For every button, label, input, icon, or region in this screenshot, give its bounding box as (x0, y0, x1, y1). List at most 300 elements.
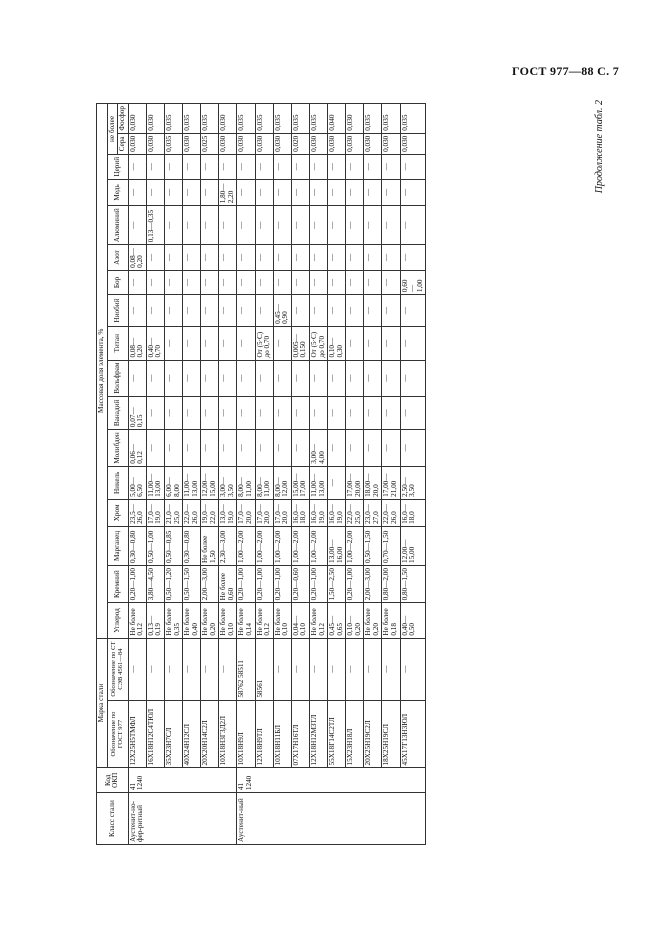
table-cell: — (219, 638, 237, 700)
table-cell: 10Х18Н3Г3Д2Л (219, 700, 237, 768)
table-cell: — (201, 430, 219, 467)
table-cell: 0,030 (346, 104, 364, 134)
table-continuation-caption: Продолжение табл. 2 (594, 100, 605, 194)
table-row (219, 104, 237, 845)
table-cell: — (164, 326, 182, 360)
table-row (273, 104, 291, 845)
table-cell: — (237, 245, 255, 271)
table-cell: — (164, 396, 182, 429)
table-cell: 58762 58511 (237, 638, 255, 700)
table-cell: 10Х18Н11БЛ (273, 700, 291, 768)
table-cell: — (400, 396, 426, 429)
table-cell: 0,030 (255, 133, 273, 154)
rotated-table-container (96, 103, 586, 845)
table-cell: — (219, 396, 237, 429)
table-cell: 0,50—1,50 (364, 526, 382, 565)
table-cell: — (364, 326, 382, 360)
table-cell: — (273, 638, 291, 700)
table-row (400, 104, 426, 845)
table-cell: — (219, 206, 237, 245)
table-cell: 07Х17Н16ТЛ (291, 700, 309, 768)
table-cell: 8,00—11,00 (255, 466, 273, 499)
col-element: Ванадий (107, 396, 128, 429)
table-cell: — (382, 179, 400, 206)
table-row (164, 104, 182, 845)
table-cell: — (273, 206, 291, 245)
table-cell: — (183, 396, 201, 429)
table-cell: — (328, 245, 346, 271)
table-cell: 1,00—2,00 (237, 526, 255, 565)
table-row (237, 104, 255, 845)
okp-code-cell: 41 1240 (237, 768, 426, 793)
table-cell: 1,00—2,00 (291, 526, 309, 565)
table-cell: — (237, 430, 255, 467)
composition-table (96, 103, 426, 845)
table-cell: 0,035 (164, 104, 182, 134)
table-cell: — (382, 326, 400, 360)
table-cell: Не более 0,20 (364, 603, 382, 638)
col-element: Ниобий (107, 295, 128, 327)
table-cell: — (346, 638, 364, 700)
okp-code-cell: 41 1240 (128, 768, 237, 793)
table-cell: — (201, 179, 219, 206)
table-cell: — (346, 326, 364, 360)
table-cell: 0,08—0,20 (128, 245, 146, 271)
table-cell: — (255, 295, 273, 327)
table-cell: — (382, 360, 400, 396)
table-cell: — (273, 270, 291, 294)
table-cell: Не более 0,10 (219, 603, 237, 638)
table-cell: 0,030 (219, 133, 237, 154)
table-cell: — (201, 638, 219, 700)
table-cell: — (146, 430, 164, 467)
table-cell: 0,035 (273, 104, 291, 134)
col-element: Титан (107, 326, 128, 360)
table-cell: — (237, 360, 255, 396)
table-cell: 0,20—1,00 (346, 565, 364, 602)
table-cell: — (237, 295, 255, 327)
table-cell: 10Х18Н9Л (237, 700, 255, 768)
table-cell: — (183, 360, 201, 396)
table-cell: 0,030 (146, 133, 164, 154)
table-cell: — (400, 360, 426, 396)
table-cell: 3,00—4,00 (309, 430, 327, 467)
table-cell: 20Х25Н19С2Л (364, 700, 382, 768)
table-cell: — (328, 638, 346, 700)
table-cell: — (382, 245, 400, 271)
table-cell: — (328, 360, 346, 396)
table-cell: — (273, 326, 291, 360)
table-cell: 22,0—25,0 (346, 499, 364, 526)
table-cell: — (183, 295, 201, 327)
table-cell: — (219, 295, 237, 327)
table-cell: 0,035 (291, 104, 309, 134)
table-cell: 0,030 (128, 133, 146, 154)
col-element: Сера (118, 133, 129, 154)
table-cell: 0,13—0,35 (146, 206, 164, 245)
table-cell: Не более 0,60 (219, 565, 237, 602)
table-cell: 12Х25Н5ТМФЛ (128, 700, 146, 768)
table-cell: — (255, 270, 273, 294)
table-cell: — (128, 154, 146, 179)
table-cell: — (183, 638, 201, 700)
table-cell: 0,50—1,20 (164, 565, 182, 602)
table-cell: — (183, 326, 201, 360)
table-cell: — (219, 326, 237, 360)
table-cell: 16,0—19,0 (328, 499, 346, 526)
table-row (183, 104, 201, 845)
table-cell: От (5·С) до 0,70 (255, 326, 273, 360)
table-cell: От (5·С) до 0,70 (309, 326, 327, 360)
table-cell: 16,0—19,0 (309, 499, 327, 526)
table-cell: 0,035 (382, 104, 400, 134)
table-cell: — (382, 295, 400, 327)
col-element: Марганец (107, 526, 128, 565)
table-cell: — (219, 154, 237, 179)
table-cell: — (328, 396, 346, 429)
table-cell: — (291, 179, 309, 206)
table-row (346, 104, 364, 845)
table-cell: 0,20—1,00 (309, 565, 327, 602)
table-cell: — (346, 270, 364, 294)
table-cell: 0,10—0,30 (328, 326, 346, 360)
table-cell: — (309, 154, 327, 179)
table-cell: — (328, 466, 346, 499)
table-cell: — (382, 396, 400, 429)
table-cell: Не более 0,12 (128, 603, 146, 638)
table-cell: — (255, 245, 273, 271)
table-cell: — (237, 326, 255, 360)
table-cell: — (328, 206, 346, 245)
table-cell: 0,040 (328, 104, 346, 134)
table-cell: 0,035 (364, 104, 382, 134)
table-cell: — (128, 360, 146, 396)
table-cell: — (183, 154, 201, 179)
table-cell: 0,035 (309, 104, 327, 134)
table-cell: — (146, 245, 164, 271)
table-cell: 3,00—3,50 (219, 466, 237, 499)
table-cell: 0,035 (183, 104, 201, 134)
table-cell: 11,00—13,00 (183, 466, 201, 499)
table-cell: — (400, 295, 426, 327)
table-cell: — (291, 154, 309, 179)
table-cell: — (328, 270, 346, 294)
table-cell: 0,020 (291, 133, 309, 154)
table-cell: 16,0—18,0 (291, 499, 309, 526)
table-cell: — (164, 179, 182, 206)
table-cell: 0,45—0,65 (328, 603, 346, 638)
steel-class-cell: Аустенит-но-фер-ритный (128, 793, 237, 845)
table-cell: 0,035 (255, 104, 273, 134)
table-cell: — (291, 270, 309, 294)
table-cell: — (146, 179, 164, 206)
col-marks: Марка стали (97, 638, 108, 768)
table-cell: — (146, 154, 164, 179)
table-cell: 2,00—3,00 (364, 565, 382, 602)
table-cell: 18,00—20,0 (364, 466, 382, 499)
col-element: Церий (107, 154, 128, 179)
table-cell: — (400, 179, 426, 206)
table-row (128, 104, 146, 845)
table-cell: 0,025 (201, 133, 219, 154)
table-cell: — (219, 430, 237, 467)
table-cell: 13,0—19,0 (219, 499, 237, 526)
col-mass-fraction: Массовая доля элемента, % (97, 104, 108, 639)
table-cell: — (128, 270, 146, 294)
col-element: Алюминий (107, 206, 128, 245)
table-cell: — (346, 360, 364, 396)
table-cell: — (255, 360, 273, 396)
table-cell: — (128, 206, 146, 245)
table-cell: — (164, 206, 182, 245)
table-cell: — (291, 206, 309, 245)
table-cell: 0,030 (382, 133, 400, 154)
table-cell: — (291, 638, 309, 700)
table-cell: — (364, 295, 382, 327)
table-cell: 2,00—3,00 (201, 565, 219, 602)
table-cell: 16Х18Н12С4ТЮЛ (146, 700, 164, 768)
table-cell: — (382, 638, 400, 700)
table-cell: — (237, 154, 255, 179)
table-cell: 0,20—1,00 (237, 565, 255, 602)
table-cell: — (328, 179, 346, 206)
table-cell: — (291, 430, 309, 467)
table-cell: — (364, 638, 382, 700)
table-cell: — (346, 396, 364, 429)
table-cell: — (255, 154, 273, 179)
table-cell: — (273, 430, 291, 467)
table-row (255, 104, 273, 845)
table-cell: Не более 0,12 (309, 603, 327, 638)
col-element: Углерод (107, 603, 128, 638)
col-not-more: не более (107, 104, 118, 155)
col-element: Молибден (107, 430, 128, 467)
table-cell: — (328, 154, 346, 179)
table-cell: 0,035 (400, 104, 426, 134)
table-cell: — (273, 154, 291, 179)
table-cell: — (255, 206, 273, 245)
table-cell: — (400, 154, 426, 179)
table-cell: — (291, 396, 309, 429)
table-cell: — (382, 206, 400, 245)
table-cell: — (309, 270, 327, 294)
table-cell: 12,00—15,00 (400, 526, 426, 565)
table-cell: Не более 0,20 (201, 603, 219, 638)
table-cell: — (309, 396, 327, 429)
table-cell: — (183, 206, 201, 245)
table-cell: 1,00—2,00 (255, 526, 273, 565)
table-cell: — (346, 295, 364, 327)
table-cell: — (364, 179, 382, 206)
table-cell: 17,0—20,0 (237, 499, 255, 526)
table-cell: — (237, 179, 255, 206)
table-cell: 0,13—0,19 (146, 603, 164, 638)
table-cell: — (201, 245, 219, 271)
table-cell: 0,030 (309, 133, 327, 154)
table-cell: — (291, 295, 309, 327)
table-cell: 0,50—1,50 (183, 565, 201, 602)
table-cell: Не более 0,40 (183, 603, 201, 638)
table-cell: 45Х17Г13Н3ЮЛ (400, 700, 426, 768)
col-class: Класс стали (97, 793, 129, 845)
table-cell: 0,030 (364, 133, 382, 154)
table-cell: — (309, 206, 327, 245)
table-cell: 19,0—22,0 (201, 499, 219, 526)
table-cell: 17,00—21,00 (382, 466, 400, 499)
table-cell: — (183, 270, 201, 294)
table-cell: — (364, 430, 382, 467)
table-cell: 0,40—0,70 (146, 326, 164, 360)
table-cell: 0,030 (328, 133, 346, 154)
table-cell: — (128, 295, 146, 327)
table-cell: — (309, 245, 327, 271)
table-cell: 0,030 (237, 133, 255, 154)
table-cell: — (164, 360, 182, 396)
col-gost: Обозначение по ГОСТ 977 (107, 700, 128, 768)
table-cell: — (201, 396, 219, 429)
table-row (382, 104, 400, 845)
table-cell: 11,00—13,00 (309, 466, 327, 499)
table-cell: 0,80—2,00 (382, 565, 400, 602)
table-cell: 12Х18Н12М3ТЛ (309, 700, 327, 768)
table-cell: 0,10—0,20 (346, 603, 364, 638)
table-cell: 0,20—1,00 (128, 565, 146, 602)
table-cell: — (164, 245, 182, 271)
table-cell: — (237, 396, 255, 429)
table-cell: 0,035 (164, 133, 182, 154)
table-cell: 0,80—1,50 (400, 565, 426, 602)
table-cell: 1,00—2,00 (309, 526, 327, 565)
table-row (146, 104, 164, 845)
table-cell: 0,030 (219, 104, 237, 134)
col-element: Азот (107, 245, 128, 271)
table-cell: 35Х23Н7СЛ (164, 700, 182, 768)
table-cell: 0,08—0,20 (128, 326, 146, 360)
col-element: Фосфор (118, 104, 129, 134)
table-cell: — (146, 360, 164, 396)
table-cell: 3,80—4,50 (146, 565, 164, 602)
table-cell: — (146, 396, 164, 429)
table-cell: 0,030 (400, 133, 426, 154)
table-cell: 20Х20Н14С2Л (201, 700, 219, 768)
table-cell: 0,20—1,00 (273, 565, 291, 602)
table-cell: 15,00—17,00 (291, 466, 309, 499)
table-cell: — (328, 430, 346, 467)
table-cell: — (164, 638, 182, 700)
table-cell: — (128, 638, 146, 700)
col-element: Вольфрам (107, 360, 128, 396)
table-cell: 0,005—0,150 (291, 326, 309, 360)
table-cell: — (291, 360, 309, 396)
table-cell: 17,0—19,0 (146, 499, 164, 526)
table-cell: 0,20—1,00 (255, 565, 273, 602)
table-cell: 0,030 (273, 133, 291, 154)
table-cell: 0,07—0,15 (128, 396, 146, 429)
table-cell: — (255, 179, 273, 206)
table-cell: — (146, 638, 164, 700)
table-cell: 1,80—2,20 (219, 179, 237, 206)
table-cell: 40Х24Н12СЛ (183, 700, 201, 768)
table-cell: 0,030 (146, 104, 164, 134)
table-cell: — (201, 360, 219, 396)
table-cell: — (346, 154, 364, 179)
table-cell: — (364, 270, 382, 294)
table-cell: — (164, 270, 182, 294)
table-cell: 2,50—3,50 (400, 466, 426, 499)
table-cell: 0,06—0,12 (128, 430, 146, 467)
table-cell: — (346, 179, 364, 206)
table-cell: 11,00—13,00 (146, 466, 164, 499)
table-cell: — (255, 396, 273, 429)
table-cell: 0,70—1,50 (382, 526, 400, 565)
table-cell: 22,0—26,0 (382, 499, 400, 526)
table-cell: — (364, 245, 382, 271)
table-cell: — (382, 270, 400, 294)
table-cell: 0,035 (237, 104, 255, 134)
table-row (309, 104, 327, 845)
table-cell: 13,00—16,00 (328, 526, 346, 565)
table-cell: — (146, 295, 164, 327)
table-cell: — (201, 326, 219, 360)
table-cell: Не более 1,50 (201, 526, 219, 565)
table-cell: 12Х18Н9ТЛ (255, 700, 273, 768)
table-cell: 1,00—2,00 (273, 526, 291, 565)
table-cell: — (400, 206, 426, 245)
table-row (291, 104, 309, 845)
table-cell: 0,45—0,90 (273, 295, 291, 327)
table-cell: — (164, 154, 182, 179)
table-cell: 5,00—6,50 (128, 466, 146, 499)
table-row (328, 104, 346, 845)
table-cell: 21,0—25,0 (164, 499, 182, 526)
col-element: Хром (107, 499, 128, 526)
table-cell: 8,00—12,00 (273, 466, 291, 499)
table-cell: 0,030 (128, 104, 146, 134)
table-cell: 1,00—2,00 (346, 526, 364, 565)
table-cell: 17,00—20,00 (346, 466, 364, 499)
table-cell: — (309, 638, 327, 700)
table-cell: 23,0—27,0 (364, 499, 382, 526)
table-cell: Не более 0,12 (255, 603, 273, 638)
table-cell: 0,60—1,00 (400, 270, 426, 294)
table-cell: 17,0—20,0 (255, 499, 273, 526)
table-cell: — (201, 206, 219, 245)
table-cell: — (400, 245, 426, 271)
table-cell: 0,20—0,60 (291, 565, 309, 602)
table-cell: — (346, 430, 364, 467)
col-element: Никель (107, 466, 128, 499)
page-header: ГОСТ 977—88 С. 7 (512, 64, 619, 78)
col-element: Кремний (107, 565, 128, 602)
table-cell: 22,0—26,0 (183, 499, 201, 526)
table-cell: — (219, 245, 237, 271)
table-cell: 58561 (255, 638, 273, 700)
table-cell: — (128, 179, 146, 206)
table-cell: — (364, 154, 382, 179)
table-cell: 0,030 (346, 133, 364, 154)
table-cell: 16,0—18,0 (400, 499, 426, 526)
table-cell: 23,5—26,0 (128, 499, 146, 526)
table-cell: 1,50—2,50 (328, 565, 346, 602)
table-cell: — (219, 360, 237, 396)
col-element: Медь (107, 179, 128, 206)
table-cell: — (237, 270, 255, 294)
table-cell: — (346, 206, 364, 245)
table-cell: 0,30—0,80 (183, 526, 201, 565)
table-cell: 0,50—1,00 (146, 526, 164, 565)
table-cell: — (255, 430, 273, 467)
table-cell: 15Х23Н18Л (346, 700, 364, 768)
